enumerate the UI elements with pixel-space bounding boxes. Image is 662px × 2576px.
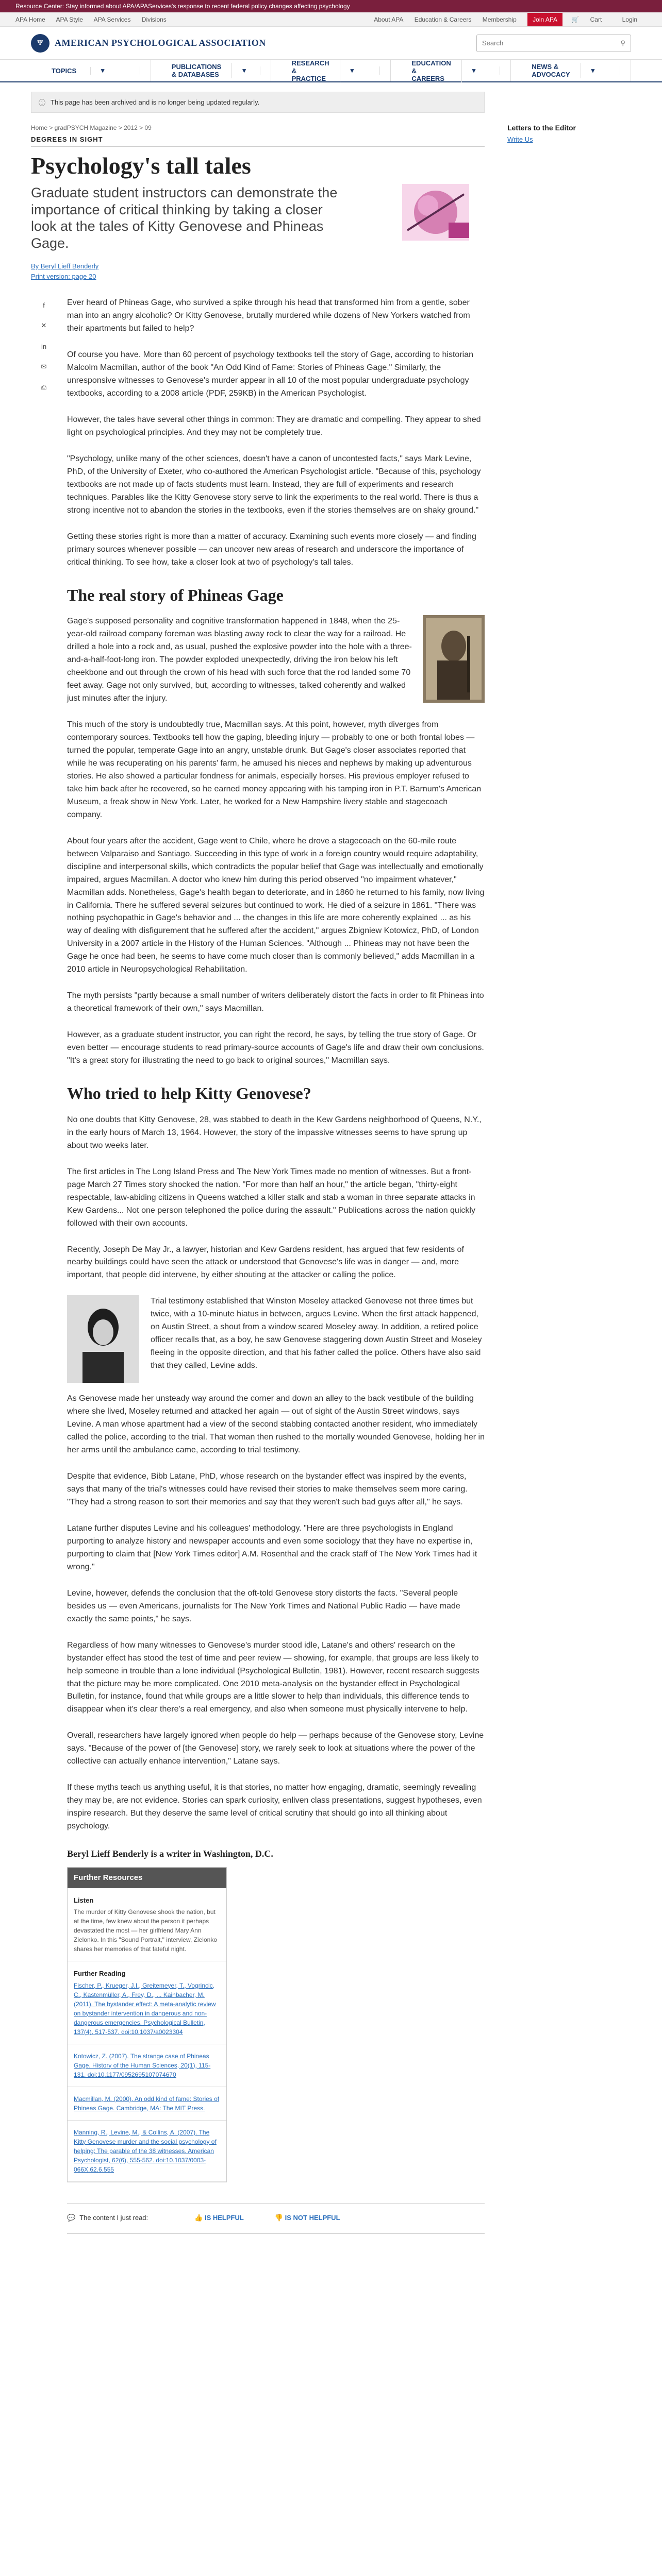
email-icon[interactable]: ✉ (41, 363, 47, 371)
cart-link[interactable] (571, 16, 611, 23)
kitty-genovese-photo (67, 1295, 139, 1387)
util-link[interactable]: APA Services (93, 15, 131, 23)
print-version-link[interactable]: Print version: page 20 (31, 272, 96, 280)
helpful-question (67, 2213, 148, 2223)
article-paragraph: However, as a graduate student instructor, you can right the record, he says, by telling the true story of Gage. Or even better — encourage students to read primary-source accounts of Gage's life and draw their own conclusions. "It's a great story for illustrating the need to go back to original sources," Macmillan says. (67, 1030, 484, 1065)
nav-label: RESEARCH & PRACTICE (282, 59, 340, 82)
article-paragraph: Recently, Joseph De May Jr., a lawyer, historian and Kew Gardens resident, has argued that few residents of nearby buildings could have seen the attack or understood that Genovese's life was in danger — and, more important, that people did intervene, by either shouting at the attacker or calling the police. (67, 1245, 464, 1280)
article-paragraph: "Psychology, unlike many of the other sciences, doesn't have a canon of uncontested facts," says Mark Levine, PhD, of the University of Exeter, who co-authored the American Psychologist article. "Because of this, psychology textbooks are not made up of facts students must learn. Instead, they are full of experiments and research techniques. Parables like the Kitty Genovese story serve to link the experiments to the real world. There is thus a strong incentive not to abandon the stories in the textbooks, even if the stories themselves are on shaky ground." (67, 454, 481, 515)
right-sidebar (507, 82, 631, 2234)
phineas-gage-photo (423, 615, 485, 707)
brand-header (0, 27, 662, 60)
article-paragraph: However, the tales have several other things in common: They are dramatic and compelling. They appear to shed light on psychological principles. And they may not be completely true. (67, 415, 481, 437)
utility-bar (0, 12, 662, 27)
util-link[interactable]: Education & Careers (414, 15, 472, 23)
helpful-question-text: The content I just read: (79, 2214, 148, 2222)
column-kicker: DEGREES IN SIGHT (31, 135, 485, 147)
utility-left-links (15, 16, 176, 23)
main-nav (0, 60, 662, 82)
reference-item (68, 2044, 226, 2087)
chevron-down-icon: ▾ (91, 66, 140, 75)
nav-label: NEWS & ADVOCACY (521, 63, 581, 78)
page-title: Psychology's tall tales (31, 152, 251, 179)
article-paragraph: The first articles in The Long Island Press and The New York Times made no mention of witnesses. But a front-page March 27 Times story shocked the nation. "For more than half an hour," the article began, "thirty-eight respectable, law-abiding citizens in Queens watched a killer stalk and stab a woman in three separate attacks in Kew Gardens... Not one person telephoned the police during the assault." Publications across the nation quickly followed with their own accounts. (67, 1167, 475, 1228)
apa-logo[interactable] (31, 34, 266, 53)
listen-title: Listen (74, 1896, 94, 1904)
article-paragraph: Getting these stories right is more than a matter of accuracy. Examining such events more closely — and finding primary sources whenever possible — can uncover new areas of research and underscore the importance of critical thinking. To see how, take a closer look at two of psychology's tall tales. (67, 532, 476, 567)
login-link[interactable]: Login (622, 15, 637, 23)
reference-item (68, 2087, 226, 2121)
hero-text (31, 153, 340, 281)
listen-section (68, 1888, 226, 1962)
article-body-row (31, 297, 485, 2233)
is-helpful-label: IS HELPFUL (204, 2214, 244, 2222)
section-heading-gage: The real story of Phineas Gage (67, 585, 284, 604)
apa-logo-icon: Ψ (31, 34, 49, 53)
article-paragraph: This much of the story is undoubtedly true, Macmillan says. At this point, however, myth diverges from contemporary sources. Textbooks tell how the gaping, bleeding injury — probably to one or both frontal lobes — turned the popular, temperate Gage into an angry, unstable drunk. But Gage's closer associates reported that while he was recuperating on his parents' farm, he amused his nieces and nephews by making up adventurous stories. He also showed a particular fondness for animals, especially horses. His previous employer refused to take him back after he recovered, so he earned money appearing with his tamping iron in P.T. Barnum's American Museum, a freak show in New York. Later, he worked for a New Hampshire livery stable and stagecoach company. (67, 720, 482, 819)
article-paragraph: Gage's supposed personality and cognitive transformation happened in 1848, when the 25-year-old railroad company foreman was blasting away rock to clear the way for a railroad. He drilled a hole into a rock and, as usual, pushed the explosive powder into the hole with a three-and-a-half-foot-long iron. The powder exploded unexpectedly, driving the iron below his left cheekbone and out through the crown of his head with such force that the rod landed some 70 feet away. Gage not only survived, but, according to witnesses, talked coherently and walked just minutes after the injury. (67, 617, 412, 703)
nav-label: PUBLICATIONS & DATABASES (161, 63, 233, 78)
util-link[interactable]: Divisions (141, 15, 167, 23)
facebook-icon[interactable]: f (43, 301, 45, 309)
article-paragraph: No one doubts that Kitty Genovese, 28, was stabbed to death in the Kew Gardens neighborhood of Queens, N.Y., in the early hours of March 13, 1964. However, the story of the impassive witnesses seems to have sprung up about two weeks later. (67, 1115, 482, 1150)
page-wrap (0, 82, 662, 2234)
resource-center-link[interactable]: Resource Center (15, 3, 62, 10)
letters-title: Letters to the Editor (507, 124, 576, 132)
write-us-link[interactable]: Write Us (507, 135, 533, 143)
nav-item-topics[interactable] (31, 60, 151, 81)
x-twitter-icon[interactable]: ✕ (41, 321, 47, 330)
nav-item-news[interactable] (511, 60, 631, 81)
is-not-helpful-label: IS NOT HELPFUL (285, 2214, 340, 2222)
breadcrumb[interactable]: Home > gradPSYCH Magazine > 2012 > 09 (31, 124, 152, 131)
article-paragraph: If these myths teach us anything useful, it is that stories, no matter how engaging, dramatic, seemingly revealing they may be, are not evidence. Stories can spark curiosity, enliven class presentations, suggest hypotheses, even inspire research. But they deserve the same level of critical scrutiny that should go into all thinking about psychology. (67, 1783, 482, 1831)
linkedin-icon[interactable]: in (41, 342, 47, 350)
is-not-helpful-button[interactable] (275, 2213, 340, 2223)
util-link[interactable]: APA Style (56, 15, 83, 23)
resources-heading: Further Resources (68, 1868, 226, 1888)
author-note: Beryl Lieff Benderly is a writer in Washington, D.C. (67, 1849, 273, 1859)
main-content (31, 82, 485, 2234)
article-paragraph: Regardless of how many witnesses to Genovese's murder stood idle, Latane's and others' research on the bystander effect has stood the test of time and peer review — showing, for example, that groups are less likely to help someone in trouble than a lone individual (Psychological Bulletin, 1981). However, recent research suggests that the picture may be more complicated. One 2010 meta-analysis on the bystander effect in Psychological Bulletin, for instance, found that while groups are a little slower to help than individuals, this difference tends to disappear when it's clear there's a real emergency, and also when someone must physically intervene to help. (67, 1640, 479, 1714)
alert-text: : Stay informed about APA/APAServices's response to recent federal policy changes affecting psychology (62, 3, 350, 10)
search-icon[interactable]: ⚲ (620, 39, 625, 47)
search-placeholder: Search (482, 39, 504, 47)
thumbs-down-icon: 👎 (274, 2214, 283, 2222)
article-paragraph: Overall, researchers have largely ignored when people do help — perhaps because of the Genovese story, Levine says. "Because of the power of [the Genovese] story, we rarely seek to look at situations where the power of the collective can actually enhance intervention," Latane says. (67, 1731, 484, 1766)
article-hero (31, 153, 485, 281)
article-body (67, 297, 485, 2233)
article-paragraph: Despite that evidence, Bibb Latane, PhD, whose research on the bystander effect was inspired by the events, says that many of the trial's witnesses could have revised their stories to make themselves seem more caring. "They had a strong reason to sort their memories and say that they weren't such bad guys after all," he says. (67, 1472, 468, 1507)
byline (31, 261, 340, 281)
archive-notice-text: This page has been archived and is no longer being updated regularly. (51, 98, 260, 106)
is-helpful-button[interactable] (194, 2213, 244, 2223)
nav-item-education[interactable] (391, 60, 511, 81)
chevron-down-icon: ▾ (462, 66, 500, 75)
article-paragraph: Ever heard of Phineas Gage, who survived a spike through his head that transformed him from a gentle, sober man into an angry alcoholic? Or Kitty Genovese, brutally murdered while dozens of New Yorkers watched from their apartments but failed to help? (67, 298, 470, 333)
listen-text: The murder of Kitty Genovese shook the nation, but at the time, few knew about the person it perhaps devastated the most — her girlfriend Mary Ann Zielonko. In this "Sound Portrait," interview, Zielonko shares her memories of that fateful night. (74, 1908, 217, 1953)
nav-item-research[interactable] (271, 60, 391, 81)
reference-item (68, 2121, 226, 2182)
alert-bar (0, 0, 662, 12)
reference-link[interactable]: Kotowicz, Z. (2007). The strange case of Phineas Gage. History of the Human Sciences, 20(1), 115-131. doi:10.1177/0952695107074670 (74, 2052, 211, 2078)
thumbs-up-icon: 👍 (194, 2214, 203, 2222)
article-paragraph: The myth persists "partly because a small number of writers deliberately distort the facts in order to fit Phineas into a theoretical framework of their own," says Macmillan. (67, 991, 484, 1013)
util-link[interactable]: About APA (374, 15, 404, 23)
reference-link[interactable]: Fischer, P., Krueger, J.I., Greitemeyer, T., Vogrincic, C., Kastenmüller, A., Frey, D., ... Kainbacher, M. (2011). The bystander effect: A meta-analytic review on bystander intervention in dangerous and non-dangerous emergencies. Psychological Bulletin, 137(4), 517-537. doi:10.1037/a0023304 (74, 1981, 216, 2036)
chevron-down-icon: ▾ (232, 66, 260, 75)
reference-link[interactable]: Macmillan, M. (2000). An odd kind of fame: Stories of Phineas Gage. Cambridge, MA: The MIT Press. (74, 2095, 220, 2112)
article-paragraph: Levine, however, defends the conclusion that the oft-told Genovese story distorts the facts. "Several people besides us — even Americans, journalists for The New York Times and National Public Radio — have made exactly the same points," he says. (67, 1588, 460, 1623)
helpful-feedback (67, 2203, 485, 2234)
article-paragraph: About four years after the accident, Gage went to Chile, where he drove a stagecoach on the 60-mile route between Valparaiso and Santiago. Succeeding in this type of work in a foreign country would require adaptability, discipline and interpersonal skills, which contradicts the popular belief that Gage was intellectually and emotionally impaired, argues Macmillan. A doctor who knew him during this period observed "no impairment whatever," Macmillan adds. Nonetheless, Gage's health began to deteriorate, and in 1860 he returned to his family, now living in California. There he suffered several seizures but continued to work. He died of a seizure in 1861. "There was nothing psychopathic in Gage's behavior and ... the changes in this life are more coherently explained ... as his way of dealing with disfigurement that he suffered after the accident," argues Zbigniew Kotowicz, PhD, of London University in a 2007 article in the History of the Human Sciences. "Although ... Phineas may not have been the Gage he once had been, he seems to have come much closer than is commonly believed," adds Macmillan in a 2010 article in Neuropsychological Rehabilitation. (67, 836, 485, 974)
article-paragraph: As Genovese made her unsteady way around the corner and down an alley to the back vestibule of the building where she lived, Moseley returned and attacked her again — out of sight of the Austin Street windows, says Levine. A man whose apartment had a view of the second stabbing contacted another resident, who immediately called the police, according to the trial. That woman then rushed to the mortally wounded Genovese, holding her in her arms until the ambulance came, according to trial testimony. (67, 1394, 485, 1455)
brand-name: AMERICAN PSYCHOLOGICAL ASSOCIATION (55, 38, 266, 48)
info-icon: ⓘ (39, 99, 46, 107)
nav-label: EDUCATION & CAREERS (401, 59, 461, 82)
utility-right-links (374, 16, 647, 23)
author-link[interactable]: By Beryl Lieff Benderly (31, 262, 99, 270)
search-input[interactable] (476, 35, 631, 52)
article-paragraph: Of course you have. More than 60 percent of psychology textbooks tell the story of Gage, according to historian Malcolm Macmillan, author of the book "An Odd Kind of Fame: Stories of Phineas Gage." Similarly, the unresponsive witnesses to Genovese's murder appear in all 10 of the most popular undergraduate psychology textbooks, according to a 2008 article (PDF, 259KB) in the American Psychologist. (67, 350, 473, 398)
join-apa-button[interactable]: Join APA (527, 13, 562, 26)
reference-link[interactable]: Manning, R., Levine, M., & Collins, A. (2007). The Kitty Genovese murder and the social psychology of helping: The parable of the 38 witnesses. American Psychologist, 62(6), 555-562. doi:10.1037/0003-066X.62.6.555 (74, 2128, 217, 2173)
further-resources-box (67, 1867, 227, 2182)
share-rail (31, 297, 57, 2233)
print-icon[interactable]: ⎙ (41, 383, 47, 392)
cart-label: Cart (590, 15, 602, 23)
nav-item-publications[interactable] (151, 60, 271, 81)
chevron-down-icon: ▾ (340, 66, 380, 75)
article-paragraph: Trial testimony established that Winston Moseley attacked Genovese not three times but twice, with a 10-minute hiatus in between, argues Levine. When the first attack happened, on Austin Street, a shout from a window scared Moseley away. In addition, a retired police officer recalls that, as a boy, he saw Genovese staggering down Austin Street and Moseley fleeing in the opposite direction, and that his father called the police. Others have also said that they called, Levine adds. (151, 1297, 482, 1370)
archive-notice (31, 92, 485, 113)
hero-illustration (387, 174, 485, 251)
util-link[interactable]: Membership (482, 15, 517, 23)
further-reading-title: Further Reading (74, 1970, 126, 1977)
article-paragraph: Latane further disputes Levine and his colleagues' methodology. "Here are three psychologists in England purporting to analyze history and newspaper accounts and even some sociology that they have no expertise in, purporting to claim that [New York Times editor] A.M. Rosenthal and the crack staff of The New York Times had it wrong." (67, 1523, 477, 1571)
nav-label: TOPICS (41, 67, 91, 75)
further-reading-section (68, 1961, 226, 2044)
cart-icon: 🛒 (571, 15, 580, 23)
chevron-down-icon: ▾ (581, 66, 620, 75)
section-heading-kitty: Who tried to help Kitty Genovese? (67, 1084, 311, 1103)
article-dek: Graduate student instructors can demonstrate the importance of critical thinking by taking a closer look at the tales of Kitty Genovese and Phineas Gage. (31, 184, 338, 251)
util-link[interactable]: APA Home (15, 15, 45, 23)
chat-icon: 💬 (67, 2214, 76, 2222)
